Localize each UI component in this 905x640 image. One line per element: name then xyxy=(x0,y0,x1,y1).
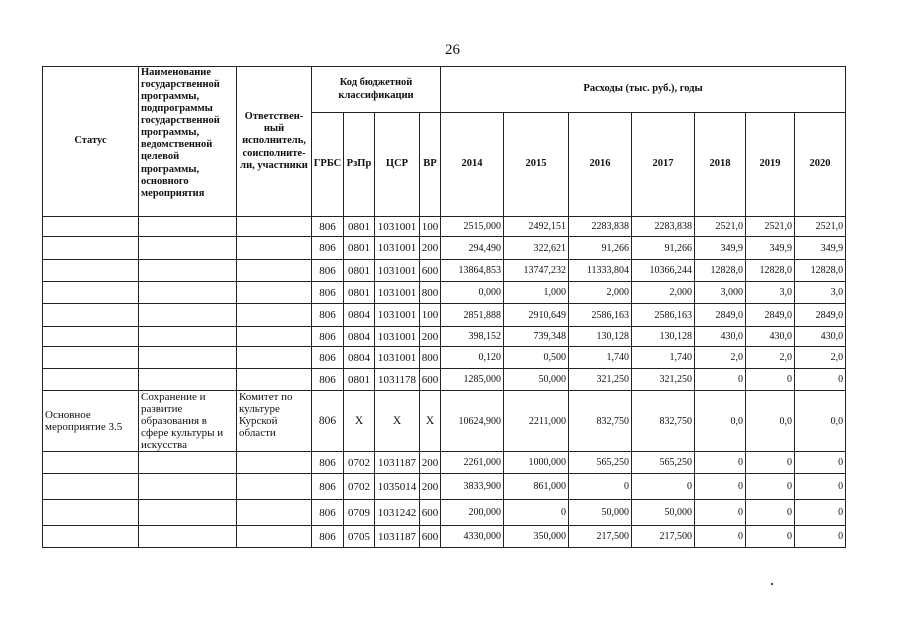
header-vr: ВР xyxy=(420,113,441,217)
budget-table xyxy=(42,66,846,548)
responsible-cell xyxy=(237,282,312,304)
rzpr-cell: 0801 xyxy=(344,282,375,304)
amount-cell: 50,000 xyxy=(569,500,632,526)
amount-cell: 349,9 xyxy=(795,237,846,260)
amount-cell: 2515,000 xyxy=(441,217,504,237)
rzpr-cell: 0801 xyxy=(344,260,375,282)
amount-cell: 50,000 xyxy=(632,500,695,526)
csr-cell: 1031242 xyxy=(375,500,420,526)
table-row xyxy=(43,237,846,260)
status-cell: Основное мероприятие 3.5 xyxy=(43,391,139,452)
header-year: 2019 xyxy=(746,113,795,217)
amount-cell: 4330,000 xyxy=(441,526,504,548)
status-cell xyxy=(43,526,139,548)
program-name-cell xyxy=(139,474,237,500)
status-cell xyxy=(43,474,139,500)
amount-cell: 0 xyxy=(795,369,846,391)
status-cell xyxy=(43,237,139,260)
vr-cell: 200 xyxy=(420,327,441,347)
amount-cell: 0,0 xyxy=(746,391,795,452)
program-name-cell xyxy=(139,282,237,304)
amount-cell: 130,128 xyxy=(632,327,695,347)
header-year: 2020 xyxy=(795,113,846,217)
rzpr-cell: 0801 xyxy=(344,217,375,237)
amount-cell: 2,000 xyxy=(632,282,695,304)
amount-cell: 0 xyxy=(746,526,795,548)
responsible-cell xyxy=(237,304,312,327)
grbs-cell: 806 xyxy=(312,391,344,452)
amount-cell: 0,120 xyxy=(441,347,504,369)
amount-cell: 13747,232 xyxy=(504,260,569,282)
amount-cell: 350,000 xyxy=(504,526,569,548)
amount-cell: 2261,000 xyxy=(441,452,504,474)
program-name-cell xyxy=(139,452,237,474)
responsible-cell xyxy=(237,217,312,237)
program-name-cell xyxy=(139,500,237,526)
rzpr-cell: 0804 xyxy=(344,304,375,327)
amount-cell: 2521,0 xyxy=(695,217,746,237)
csr-cell: 1031001 xyxy=(375,282,420,304)
amount-cell: 2521,0 xyxy=(746,217,795,237)
amount-cell: 565,250 xyxy=(569,452,632,474)
amount-cell: 832,750 xyxy=(632,391,695,452)
vr-cell: 200 xyxy=(420,452,441,474)
status-cell xyxy=(43,347,139,369)
amount-cell: 2,0 xyxy=(746,347,795,369)
table-row xyxy=(43,347,846,369)
amount-cell: 565,250 xyxy=(632,452,695,474)
amount-cell: 2283,838 xyxy=(632,217,695,237)
grbs-cell: 806 xyxy=(312,327,344,347)
amount-cell: 0 xyxy=(504,500,569,526)
header-rzpr: РзПр xyxy=(344,113,375,217)
amount-cell: 2492,151 xyxy=(504,217,569,237)
amount-cell: 2,0 xyxy=(695,347,746,369)
amount-cell: 0 xyxy=(695,369,746,391)
amount-cell: 2851,888 xyxy=(441,304,504,327)
amount-cell: 1,000 xyxy=(504,282,569,304)
vr-cell: 200 xyxy=(420,474,441,500)
amount-cell: 861,000 xyxy=(504,474,569,500)
header-program-name: Наименование государственной программы, подпрограммы государственной программы, ведомственной целевой программы, основного мероприятия xyxy=(139,67,237,217)
amount-cell: 200,000 xyxy=(441,500,504,526)
amount-cell: 0 xyxy=(795,500,846,526)
amount-cell: 130,128 xyxy=(569,327,632,347)
amount-cell: 217,500 xyxy=(569,526,632,548)
rzpr-cell: 0801 xyxy=(344,237,375,260)
header-year: 2016 xyxy=(569,113,632,217)
amount-cell: 739,348 xyxy=(504,327,569,347)
status-cell xyxy=(43,260,139,282)
program-name-cell xyxy=(139,237,237,260)
amount-cell: 0,0 xyxy=(795,391,846,452)
vr-cell: 100 xyxy=(420,304,441,327)
amount-cell: 2849,0 xyxy=(695,304,746,327)
grbs-cell: 806 xyxy=(312,217,344,237)
vr-cell: 800 xyxy=(420,282,441,304)
status-cell xyxy=(43,304,139,327)
csr-cell: 1031001 xyxy=(375,347,420,369)
grbs-cell: 806 xyxy=(312,282,344,304)
grbs-cell: 806 xyxy=(312,369,344,391)
program-name-cell: Сохранение и развитие образования в сфере культуры и искусства xyxy=(139,391,237,452)
amount-cell: 349,9 xyxy=(695,237,746,260)
grbs-cell: 806 xyxy=(312,474,344,500)
grbs-cell: 806 xyxy=(312,237,344,260)
program-name-cell xyxy=(139,304,237,327)
status-cell xyxy=(43,282,139,304)
vr-cell: 600 xyxy=(420,500,441,526)
amount-cell: 294,490 xyxy=(441,237,504,260)
csr-cell: 1031001 xyxy=(375,327,420,347)
amount-cell: 0 xyxy=(795,474,846,500)
responsible-cell xyxy=(237,526,312,548)
csr-cell: 1031187 xyxy=(375,452,420,474)
amount-cell: 0 xyxy=(632,474,695,500)
amount-cell: 0 xyxy=(746,500,795,526)
status-cell xyxy=(43,500,139,526)
amount-cell: 217,500 xyxy=(632,526,695,548)
status-cell xyxy=(43,327,139,347)
grbs-cell: 806 xyxy=(312,304,344,327)
program-name-cell xyxy=(139,260,237,282)
csr-cell: 1031001 xyxy=(375,217,420,237)
amount-cell: 398,152 xyxy=(441,327,504,347)
table-row xyxy=(43,282,846,304)
table-row xyxy=(43,452,846,474)
amount-cell: 0 xyxy=(695,474,746,500)
amount-cell: 2586,163 xyxy=(632,304,695,327)
program-name-cell xyxy=(139,526,237,548)
amount-cell: 3,0 xyxy=(795,282,846,304)
amount-cell: 0 xyxy=(746,452,795,474)
rzpr-cell: 0801 xyxy=(344,369,375,391)
responsible-cell xyxy=(237,452,312,474)
header-year: 2015 xyxy=(504,113,569,217)
program-name-cell xyxy=(139,327,237,347)
rzpr-cell: Х xyxy=(344,391,375,452)
vr-cell: 600 xyxy=(420,526,441,548)
amount-cell: 2910,649 xyxy=(504,304,569,327)
amount-cell: 1,740 xyxy=(632,347,695,369)
amount-cell: 2521,0 xyxy=(795,217,846,237)
amount-cell: 13864,853 xyxy=(441,260,504,282)
grbs-cell: 806 xyxy=(312,526,344,548)
header-budget-code: Код бюджетной классификации xyxy=(312,67,441,113)
header-csr: ЦСР xyxy=(375,113,420,217)
responsible-cell xyxy=(237,327,312,347)
amount-cell: 50,000 xyxy=(504,369,569,391)
amount-cell: 0 xyxy=(746,369,795,391)
grbs-cell: 806 xyxy=(312,452,344,474)
amount-cell: 0 xyxy=(795,452,846,474)
rzpr-cell: 0705 xyxy=(344,526,375,548)
amount-cell: 2,000 xyxy=(569,282,632,304)
amount-cell: 0 xyxy=(695,526,746,548)
amount-cell: 10366,244 xyxy=(632,260,695,282)
amount-cell: 349,9 xyxy=(746,237,795,260)
header-expenses: Расходы (тыс. руб.), годы xyxy=(441,67,846,113)
responsible-cell xyxy=(237,369,312,391)
amount-cell: 430,0 xyxy=(795,327,846,347)
csr-cell: 1035014 xyxy=(375,474,420,500)
amount-cell: 322,621 xyxy=(504,237,569,260)
status-cell xyxy=(43,217,139,237)
table-row xyxy=(43,327,846,347)
amount-cell: 2283,838 xyxy=(569,217,632,237)
program-name-cell xyxy=(139,347,237,369)
amount-cell: 321,250 xyxy=(569,369,632,391)
rzpr-cell: 0709 xyxy=(344,500,375,526)
amount-cell: 2849,0 xyxy=(746,304,795,327)
amount-cell: 430,0 xyxy=(746,327,795,347)
amount-cell: 2586,163 xyxy=(569,304,632,327)
vr-cell: 200 xyxy=(420,237,441,260)
amount-cell: 1,740 xyxy=(569,347,632,369)
rzpr-cell: 0804 xyxy=(344,347,375,369)
header-year: 2017 xyxy=(632,113,695,217)
table-row xyxy=(43,260,846,282)
table-row xyxy=(43,526,846,548)
responsible-cell xyxy=(237,260,312,282)
responsible-cell xyxy=(237,347,312,369)
program-name-cell xyxy=(139,369,237,391)
header-year: 2014 xyxy=(441,113,504,217)
table-row xyxy=(43,369,846,391)
amount-cell: 10624,900 xyxy=(441,391,504,452)
responsible-cell xyxy=(237,500,312,526)
csr-cell: Х xyxy=(375,391,420,452)
status-cell xyxy=(43,369,139,391)
amount-cell: 321,250 xyxy=(632,369,695,391)
responsible-cell: Комитет по культуре Курской области xyxy=(237,391,312,452)
scan-dot xyxy=(771,583,773,585)
vr-cell: 100 xyxy=(420,217,441,237)
table-row xyxy=(43,217,846,237)
rzpr-cell: 0702 xyxy=(344,474,375,500)
amount-cell: 3833,900 xyxy=(441,474,504,500)
amount-cell: 0 xyxy=(746,474,795,500)
amount-cell: 12828,0 xyxy=(795,260,846,282)
grbs-cell: 806 xyxy=(312,347,344,369)
amount-cell: 0,500 xyxy=(504,347,569,369)
csr-cell: 1031001 xyxy=(375,237,420,260)
page-number: 26 xyxy=(445,42,460,58)
amount-cell: 0,0 xyxy=(695,391,746,452)
header-grbs: ГРБС xyxy=(312,113,344,217)
program-name-cell xyxy=(139,217,237,237)
grbs-cell: 806 xyxy=(312,500,344,526)
amount-cell: 0,000 xyxy=(441,282,504,304)
table-body xyxy=(43,217,846,548)
amount-cell: 11333,804 xyxy=(569,260,632,282)
amount-cell: 0 xyxy=(695,500,746,526)
vr-cell: Х xyxy=(420,391,441,452)
rzpr-cell: 0804 xyxy=(344,327,375,347)
amount-cell: 2,0 xyxy=(795,347,846,369)
amount-cell: 12828,0 xyxy=(695,260,746,282)
vr-cell: 600 xyxy=(420,369,441,391)
amount-cell: 832,750 xyxy=(569,391,632,452)
amount-cell: 3,0 xyxy=(746,282,795,304)
table-header xyxy=(43,67,846,217)
header-responsible: Ответствен-ный исполнитель, соисполните-ли, участники xyxy=(237,67,312,217)
rzpr-cell: 0702 xyxy=(344,452,375,474)
responsible-cell xyxy=(237,237,312,260)
amount-cell: 3,000 xyxy=(695,282,746,304)
table-row xyxy=(43,474,846,500)
amount-cell: 430,0 xyxy=(695,327,746,347)
table-row xyxy=(43,304,846,327)
responsible-cell xyxy=(237,474,312,500)
amount-cell: 2849,0 xyxy=(795,304,846,327)
amount-cell: 2211,000 xyxy=(504,391,569,452)
csr-cell: 1031001 xyxy=(375,304,420,327)
amount-cell: 0 xyxy=(695,452,746,474)
table-row xyxy=(43,500,846,526)
amount-cell: 91,266 xyxy=(569,237,632,260)
header-year: 2018 xyxy=(695,113,746,217)
amount-cell: 1000,000 xyxy=(504,452,569,474)
amount-cell: 1285,000 xyxy=(441,369,504,391)
amount-cell: 0 xyxy=(795,526,846,548)
csr-cell: 1031178 xyxy=(375,369,420,391)
amount-cell: 91,266 xyxy=(632,237,695,260)
vr-cell: 600 xyxy=(420,260,441,282)
status-cell xyxy=(43,452,139,474)
csr-cell: 1031187 xyxy=(375,526,420,548)
amount-cell: 12828,0 xyxy=(746,260,795,282)
header-status: Статус xyxy=(43,67,139,217)
table-row xyxy=(43,391,846,452)
vr-cell: 800 xyxy=(420,347,441,369)
grbs-cell: 806 xyxy=(312,260,344,282)
csr-cell: 1031001 xyxy=(375,260,420,282)
amount-cell: 0 xyxy=(569,474,632,500)
